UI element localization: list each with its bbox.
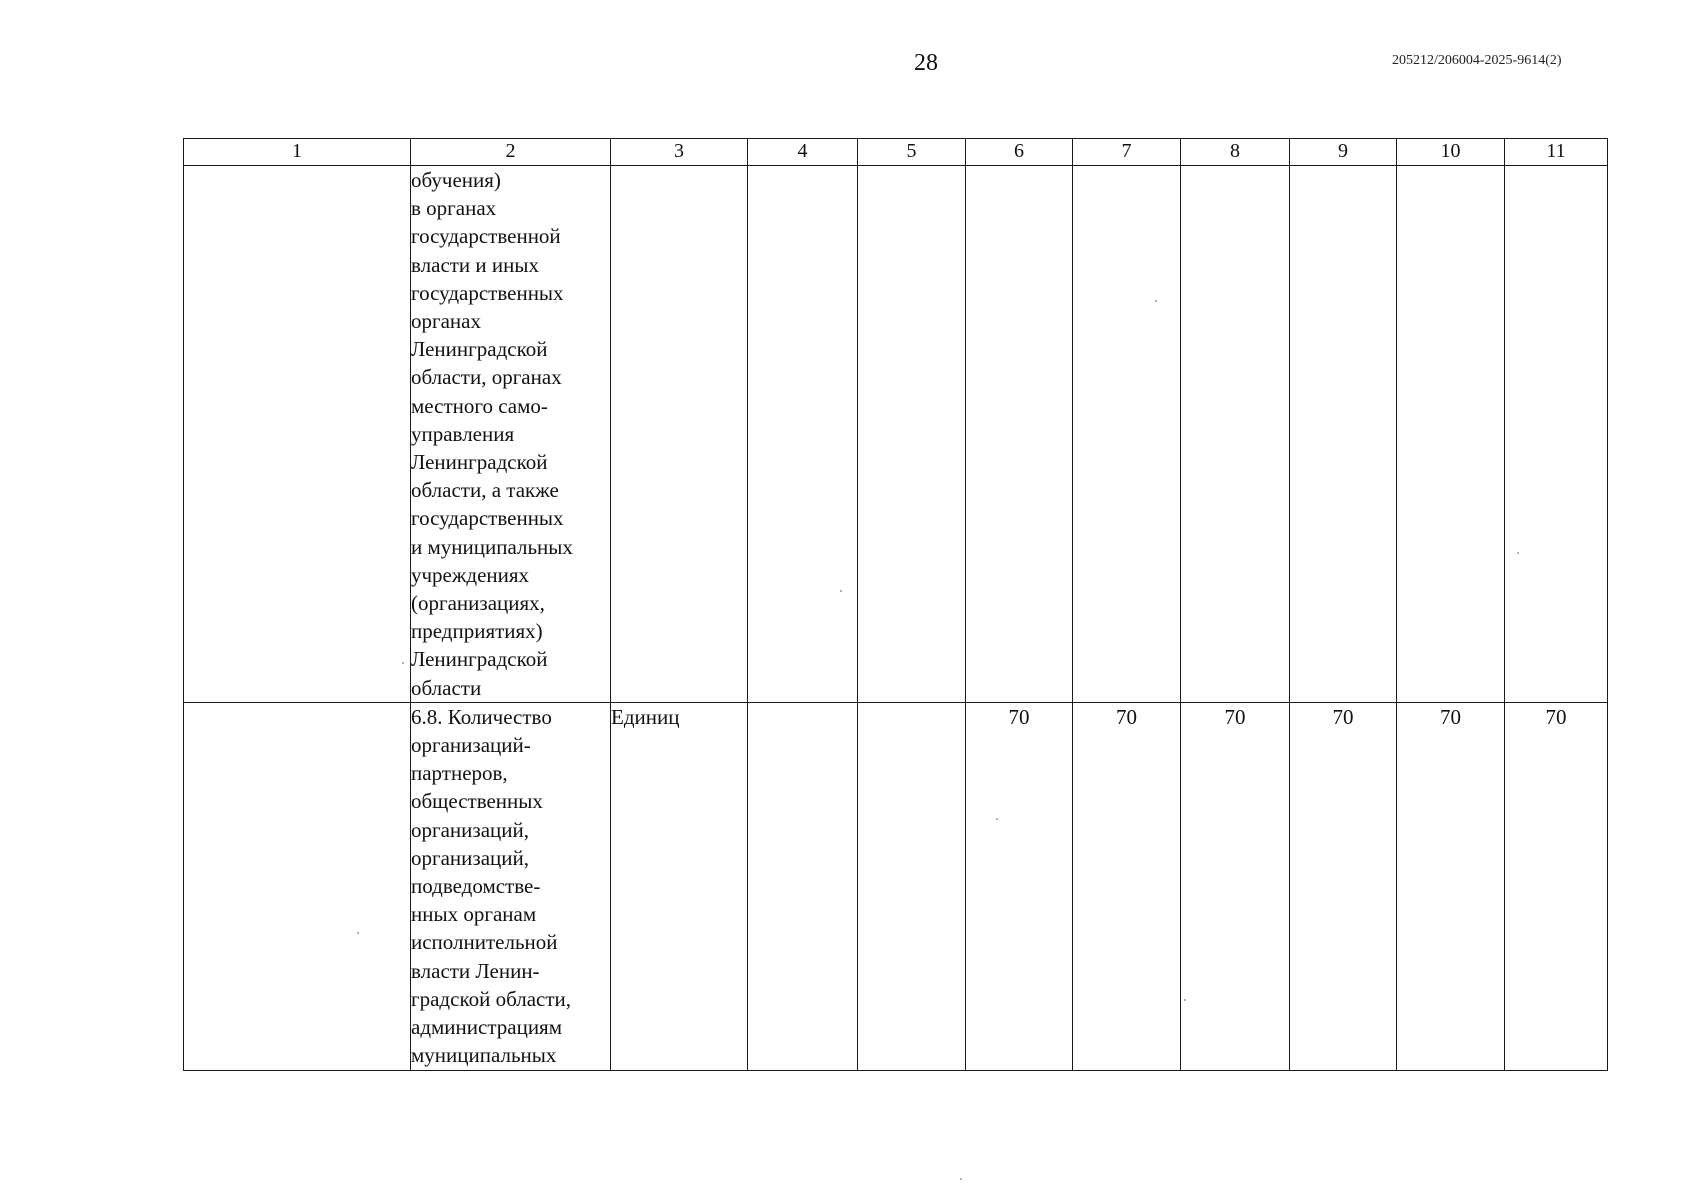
column-header: 2 [411, 139, 611, 166]
column-header: 1 [184, 139, 411, 166]
value-cell [1397, 166, 1505, 703]
scan-speck [996, 818, 998, 820]
scan-speck [1184, 999, 1186, 1001]
column-header: 10 [1397, 139, 1505, 166]
document-id: 205212/206004-2025-9614(2) [1392, 53, 1562, 68]
value-cell [858, 702, 966, 1070]
scan-speck [357, 932, 359, 934]
value-cell [858, 166, 966, 703]
column-header: 9 [1290, 139, 1397, 166]
column-header: 11 [1505, 139, 1608, 166]
indicator-description: 6.8. Количество организаций- партнеров, общественных организаций, организаций, подведомстве- нных органам исполнительной власти Ленин- градской области, администрациям муниципальных [411, 702, 611, 1070]
table-row [184, 166, 1608, 703]
column-header: 3 [611, 139, 748, 166]
column-number-row [184, 139, 1608, 166]
scan-speck [1517, 552, 1519, 554]
table-row [184, 702, 1608, 1070]
value-cell [748, 702, 858, 1070]
unit-cell [611, 166, 748, 703]
value-cell: 70 [966, 702, 1073, 1070]
value-cell [1505, 166, 1608, 703]
scan-speck [1155, 300, 1157, 302]
value-cell [1290, 166, 1397, 703]
scan-speck [960, 1178, 962, 1180]
value-cell [1073, 166, 1181, 703]
column-header: 4 [748, 139, 858, 166]
value-cell [1181, 166, 1290, 703]
column-header: 6 [966, 139, 1073, 166]
scan-speck [840, 590, 842, 592]
unit-cell: Единиц [611, 702, 748, 1070]
column-header: 8 [1181, 139, 1290, 166]
indicator-description: обучения) в органах государственной власти и иных государственных органах Ленинградской области, органах местного само- управления Ленинградской области, а также государственных и муниципальных учреждениях (организациях, предприятиях) Ленинградской области [411, 166, 611, 703]
page-number: 28 [914, 50, 938, 76]
value-cell: 70 [1290, 702, 1397, 1070]
value-cell: 70 [1073, 702, 1181, 1070]
column-header: 7 [1073, 139, 1181, 166]
indicators-table [183, 138, 1608, 1071]
scan-speck [402, 662, 404, 664]
value-cell [966, 166, 1073, 703]
value-cell: 70 [1181, 702, 1290, 1070]
value-cell [748, 166, 858, 703]
column-header: 5 [858, 139, 966, 166]
value-cell: 70 [1397, 702, 1505, 1070]
table-cell [184, 702, 411, 1070]
value-cell: 70 [1505, 702, 1608, 1070]
table-cell [184, 166, 411, 703]
